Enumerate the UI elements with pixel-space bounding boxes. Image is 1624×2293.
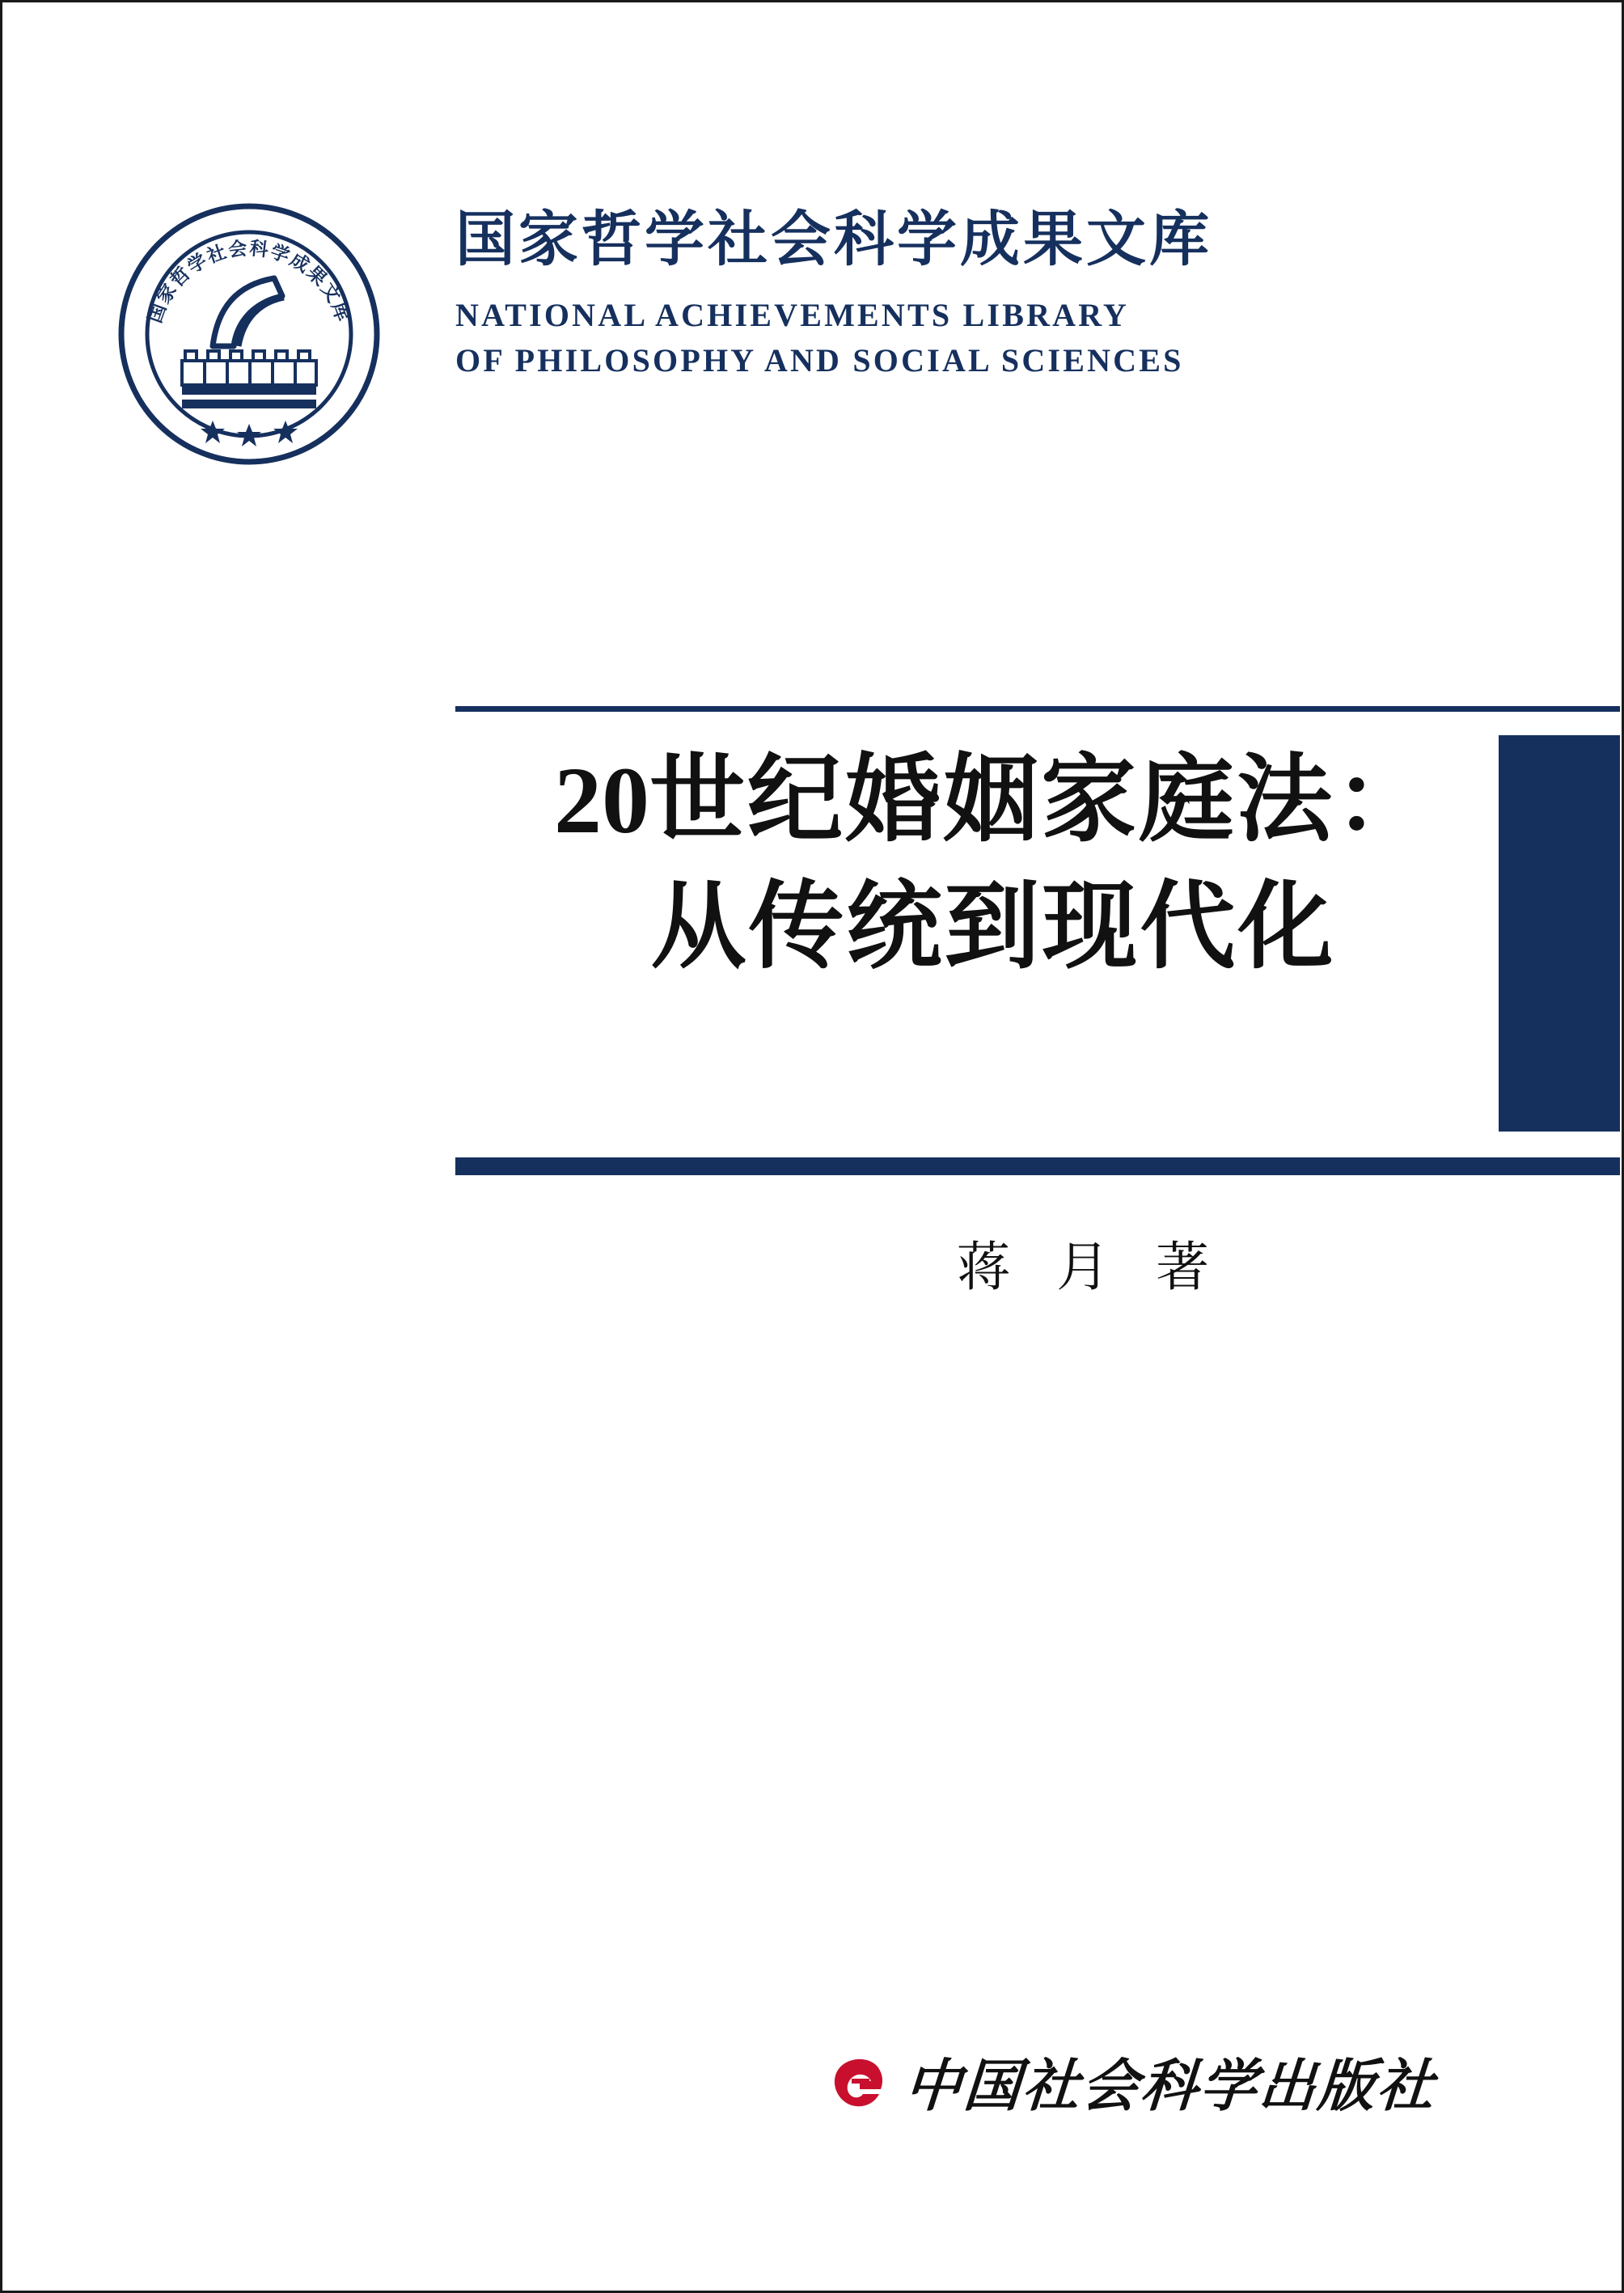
publisher-block <box>827 2041 1439 2122</box>
national-achievements-library-emblem-icon <box>116 201 383 467</box>
series-title-cn: 国家哲学社会科学成果文库 <box>455 205 1212 274</box>
book-title-block <box>455 706 1620 1191</box>
svg-text:国家哲学社会科学成果文库: 国家哲学社会科学成果文库 <box>144 238 354 326</box>
book-title-line-1 <box>488 737 1499 864</box>
series-title-en-line1: NATIONAL ACHIEVEMENTS LIBRARY <box>455 296 1130 333</box>
book-title-line-2: 从传统到现代化 <box>650 869 1336 982</box>
publisher-logo-icon <box>827 2052 887 2112</box>
series-title-en-line2: OF PHILOSOPHY AND SOCIAL SCIENCES <box>455 342 1184 379</box>
title-rule-bottom <box>455 1157 1620 1175</box>
book-author: 蒋 月 著 <box>957 1236 1224 1298</box>
series-title-group <box>455 205 1264 384</box>
title-accent-box <box>1499 735 1620 1132</box>
title-rule-top <box>455 706 1620 712</box>
series-header <box>116 184 1264 508</box>
book-title-number: 20 <box>553 747 649 853</box>
publisher-name: 中国社会科学出版社 <box>902 2053 1439 2119</box>
book-title-line-1-text: 世纪婚姻家庭法： <box>649 743 1432 855</box>
